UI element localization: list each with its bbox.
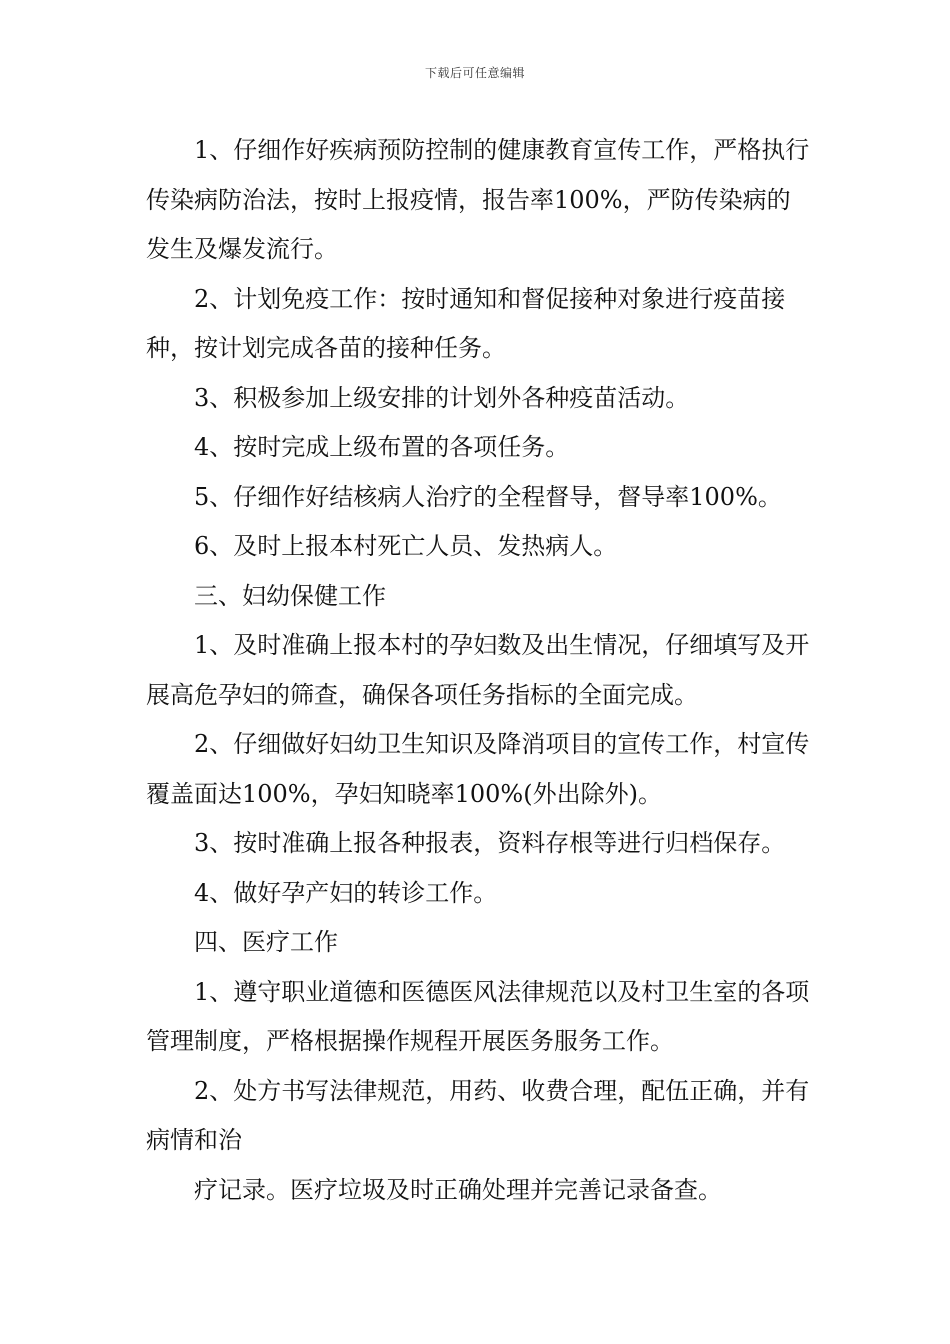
paragraph: 6、及时上报本村死亡人员、发热病人。: [194, 532, 618, 560]
paragraph: 3、按时准确上报各种报表，资料存根等进行归档保存。: [194, 829, 786, 857]
paragraph: 1、遵守职业道德和医德医风法律规范以及村卫生室的各项管理制度，严格根据操作规程开展医务服务工作。: [146, 977, 810, 1055]
paragraph: 5、仔细作好结核病人治疗的全程督导，督导率100%。: [194, 482, 782, 511]
paragraph: 1、仔细作好疾病预防控制的健康教育宣传工作，严格执行传染病防治法，按时上报疫情，报告率100%，严防传染病的发生及爆发流行。: [146, 136, 810, 263]
paragraph: 4、做好孕产妇的转诊工作。: [194, 878, 498, 907]
section-heading: 四、医疗工作: [194, 928, 338, 956]
paragraph: 1、及时准确上报本村的孕妇数及出生情况，仔细填写及开展高危孕妇的筛查，确保各项任务指标的全面完成。: [146, 631, 810, 709]
page-header: 下载后可任意编辑: [424, 66, 525, 80]
section-heading: 三、妇幼保健工作: [194, 581, 386, 610]
paragraph: 疗记录。医疗垃圾及时正确处理并完善记录备查。: [194, 1175, 722, 1204]
paragraph: 2、计划免疫工作：按时通知和督促接种对象进行疫苗接种，按计划完成各苗的接种任务。: [146, 284, 786, 362]
paragraph: 2、处方书写法律规范，用药、收费合理，配伍正确，并有病情和治: [146, 1076, 810, 1154]
paragraph: 2、仔细做好妇幼卫生知识及降消项目的宣传工作，村宣传覆盖面达100%，孕妇知晓率100%(外出除外)。: [146, 730, 810, 808]
paragraph: 3、积极参加上级安排的计划外各种疫苗活动。: [194, 383, 690, 412]
document-body: [146, 126, 810, 1215]
paragraph: 4、按时完成上级布置的各项任务。: [194, 433, 570, 461]
